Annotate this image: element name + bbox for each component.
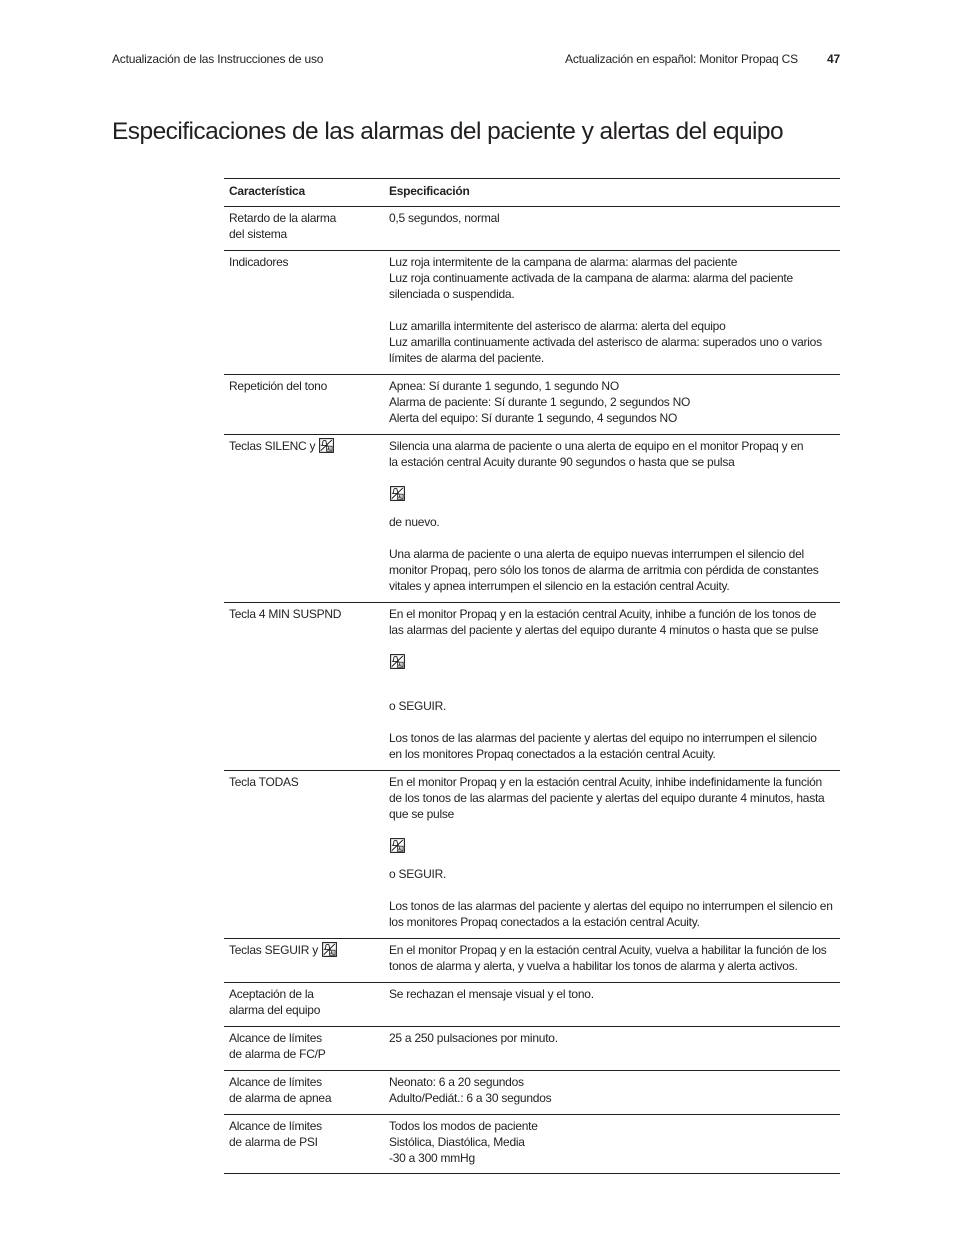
specification-cell (384, 207, 840, 251)
page-title: Especificaciones de las alarmas del paciente y alertas del equipo (112, 118, 784, 145)
spec-paragraph (389, 438, 835, 530)
header-right (565, 52, 840, 66)
feature-cell: Retardo de la alarma del sistema (224, 207, 384, 251)
specification-cell (384, 375, 840, 435)
spec-text-part: de nuevo. (389, 515, 440, 529)
table-row (224, 207, 840, 251)
alarm-silence-key-icon (319, 438, 334, 453)
running-header (112, 52, 840, 70)
table-row (224, 375, 840, 435)
feature-cell: Alcance de límites de alarma de apnea (224, 1071, 384, 1115)
feature-label: Teclas SEGUIR y (229, 943, 318, 957)
specification-cell (384, 1027, 840, 1071)
specification-cell (384, 983, 840, 1027)
column-header-feature: Característica (224, 179, 384, 207)
specification-cell (384, 603, 840, 771)
table-row (224, 1115, 840, 1174)
feature-label: Teclas SILENC y (229, 439, 316, 453)
spec-paragraph: Luz roja intermitente de la campana de alarma: alarmas del paciente Luz roja continuamente activada de la campana de alarma: alarma del paciente silenciada o suspendida. (389, 255, 793, 301)
table-row (224, 1027, 840, 1071)
table-header-row (224, 179, 840, 207)
feature-cell: Tecla TODAS (224, 771, 384, 939)
feature-cell: Tecla 4 MIN SUSPND (224, 603, 384, 771)
spec-paragraph: Se rechazan el mensaje visual y el tono. (389, 987, 594, 1001)
spec-paragraph (389, 606, 835, 714)
table-row (224, 771, 840, 939)
alarm-silence-key-icon (390, 470, 405, 485)
spec-text-part: o SEGUIR. (389, 699, 447, 713)
spec-paragraph: Neonato: 6 a 20 segundos Adulto/Pediát.: 6 a 30 segundos (389, 1075, 552, 1105)
spec-paragraph: 25 a 250 pulsaciones por minuto. (389, 1031, 558, 1045)
spec-text-part: En el monitor Propaq y en la estación central Acuity, inhibe a función de los tonos de las alarmas del paciente y alertas del equipo durante 4 minutos o hasta que se pulse (389, 607, 819, 637)
column-header-specification: Especificación (384, 179, 840, 207)
spec-paragraph: Todos los modos de paciente Sistólica, Diastólica, Media -30 a 300 mmHg (389, 1119, 538, 1165)
feature-cell: Repetición del tono (224, 375, 384, 435)
spec-text-part: En el monitor Propaq y en la estación central Acuity, inhibe indefinidamente la función de los tonos de las alarmas del paciente y alertas del equipo durante 4 minutos, hasta que se pulse (389, 775, 825, 821)
spec-paragraph: En el monitor Propaq y en la estación central Acuity, vuelva a habilitar la función de los tonos de alarma y alerta, y vuelva a habilitar los tonos de alarma y alerta activos. (389, 943, 827, 973)
specification-cell (384, 435, 840, 603)
table-row (224, 983, 840, 1027)
table-row (224, 939, 840, 983)
specification-cell (384, 939, 840, 983)
feature-cell (224, 435, 384, 603)
spec-text-part: o SEGUIR. (389, 867, 447, 881)
table-row (224, 251, 840, 375)
page-number: 47 (827, 52, 840, 66)
feature-cell: Aceptación de la alarma del equipo (224, 983, 384, 1027)
table-row (224, 603, 840, 771)
spec-paragraph: Luz amarilla intermitente del asterisco de alarma: alerta del equipo Luz amarilla continuamente activada del asterisco de alarma: superados uno o varios límites de alarma del paciente. (389, 319, 822, 365)
alarm-silence-key-icon (322, 942, 337, 957)
table-row (224, 435, 840, 603)
spec-paragraph (389, 774, 835, 882)
spec-paragraph: 0,5 segundos, normal (389, 211, 500, 225)
specification-cell (384, 771, 840, 939)
spec-text-part: Silencia una alarma de paciente o una alerta de equipo en el monitor Propaq y en la estación central Acuity durante 90 segundos o hasta que se pulsa (389, 439, 804, 469)
specification-cell (384, 1071, 840, 1115)
feature-cell: Indicadores (224, 251, 384, 375)
specification-cell (384, 1115, 840, 1174)
spec-paragraph: Una alarma de paciente o una alerta de equipo nuevas interrumpen el silencio del monitor Propaq, pero sólo los tonos de alarma de arritmia con pérdida de constantes vitales y apnea interrumpen el silencio en la estación central Acuity. (389, 547, 819, 593)
feature-cell: Alcance de límites de alarma de FC/P (224, 1027, 384, 1071)
header-left-text: Actualización de las Instrucciones de uso (112, 52, 324, 66)
feature-cell (224, 939, 384, 983)
header-right-text: Actualización en español: Monitor Propaq CS (565, 52, 798, 66)
alarm-silence-key-icon (390, 822, 405, 837)
spec-paragraph: Los tonos de las alarmas del paciente y alertas del equipo no interrumpen el silencio en los monitores Propaq conectados a la estación central Acuity. (389, 899, 833, 929)
spec-paragraph: Los tonos de las alarmas del paciente y alertas del equipo no interrumpen el silencio en los monitores Propaq conectados a la estación central Acuity. (389, 731, 817, 761)
specification-cell (384, 251, 840, 375)
alarm-silence-key-icon (390, 638, 405, 653)
feature-cell: Alcance de límites de alarma de PSI (224, 1115, 384, 1174)
specifications-table (224, 178, 840, 1174)
spec-paragraph: Apnea: Sí durante 1 segundo, 1 segundo NO Alarma de paciente: Sí durante 1 segundo, 2 segundos NO Alerta del equipo: Sí durante 1 segundo, 4 segundos NO (389, 379, 691, 425)
table-row (224, 1071, 840, 1115)
